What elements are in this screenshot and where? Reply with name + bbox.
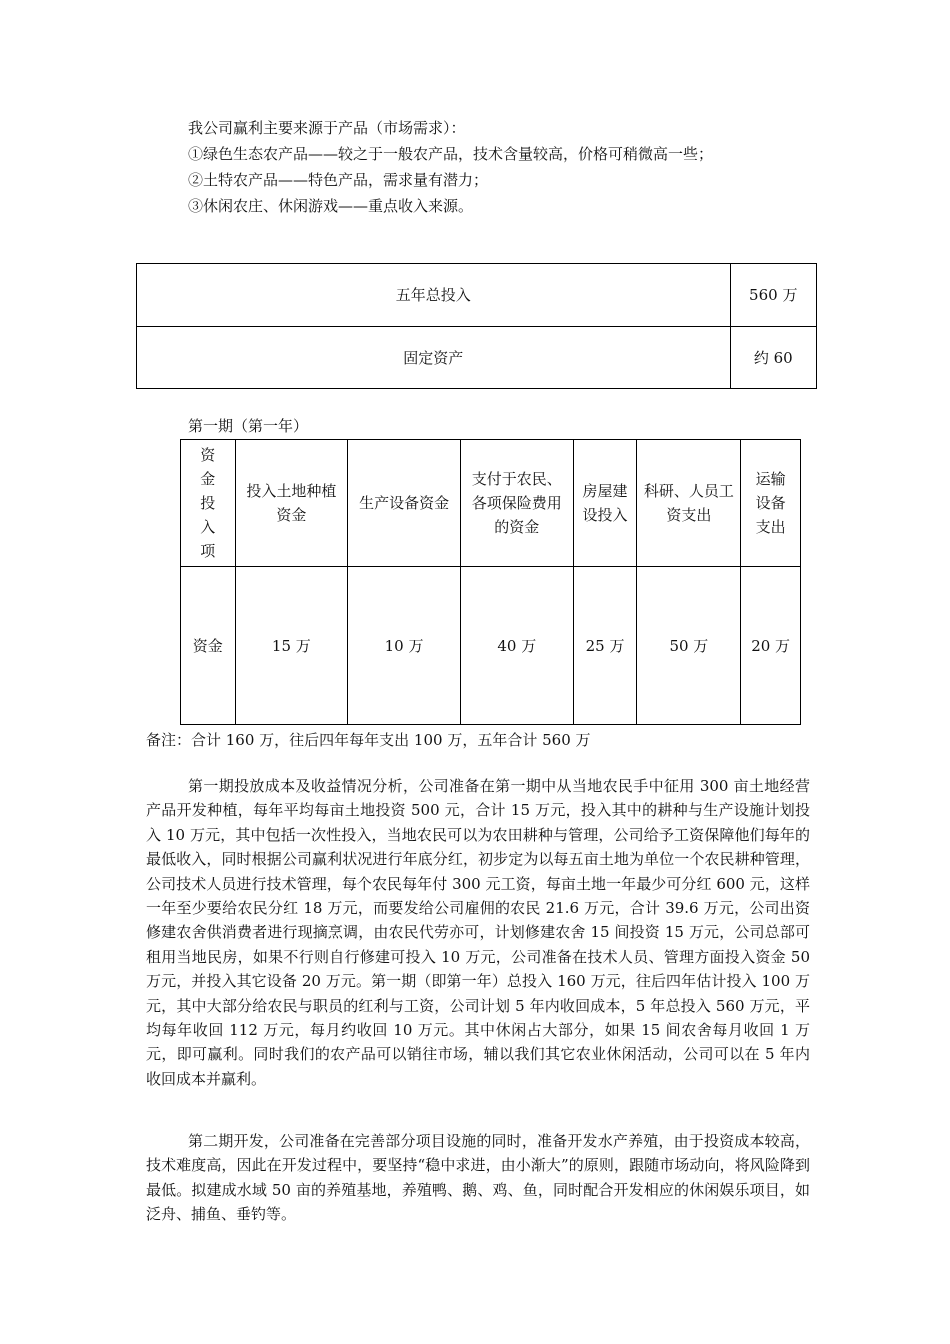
intro-item-2: ②土特农产品——特色产品，需求量有潜力； [188,171,489,189]
header-label-text: 资金投入项 [200,446,216,560]
value-cell: 50 万 [637,567,741,725]
row-label: 资金 [181,567,236,725]
paragraph-phase-one: 第一期投放成本及收益情况分析，公司准备在第一期中从当地农民手中征用 300 亩土地经营产品开发种植，每年平均每亩土地投资 500 元，合计 15 万元，投入其中的耕种与生产设施计划投入 10 万元，其中包括一次性投入，当地农民可以为农田耕种与管理，公司给予工资保障他们每年的最低收入，同时根据公司赢利状况进行年底分红，初步定为以每五亩土地为单位一个农民耕种管理，公司技术人员进行技术管理，每个农民每年付 300 元工资，每亩土地一年最少可分红 600 元，这样一年至少要给农民分红 18 万元，而要发给公司雇佣的农民 21.6 万元，合计 39.6 万元，公司出资修建农舍供消费者进行现摘烹调，由农民代劳亦可，计划修建农舍 15 间投资 15 万元，公司总部可租用当地民房，如果不行则自行修建可投入 10 万元，公司准备在技术人员、管理方面投入资金 50 万元，并投入其它设备 20 万元。第一期（即第一年）总投入 160 万元，往后四年估计投入 100 万元，其中大部分给农民与职员的红利与工资，公司计划 5 年内收回成本，5 年总投入 560 万元，平均每年收回 112 万元，每月约收回 10 万元。其中休闲占大部分，如果 15 间农舍每月收回 1 万元，即可赢利。同时我们的农产品可以销往市场，辅以我们其它农业休闲活动，公司可以在 5 年内收回成本并赢利。 [146,777,810,1088]
phase-table-value-row [181,567,801,725]
intro-item-3: ③休闲农庄、休闲游戏——重点收入来源。 [188,197,474,215]
value-cell: 25 万 [573,567,637,725]
column-header: 支付于农民、各项保险费用的资金 [460,440,573,567]
paragraph-phase-two: 第二期开发，公司准备在完善部分项目设施的同时，准备开发水产养殖，由于投资成本较高，技术难度高，因此在开发过程中，要坚持“稳中求进，由小渐大”的原则，跟随市场动向，将风险降到最低。拟建成水域 50 亩的养殖基地，养殖鸭、鹅、鸡、鱼，同时配合开发相应的休闲娱乐项目，如泛舟、捕鱼、垂钓等。 [146,1132,810,1224]
column-header: 投入土地种植资金 [235,440,348,567]
total-investment-label: 五年总投入 [137,264,731,327]
total-investment-value: 560 万 [730,264,817,327]
phase-table-header-row [181,440,801,567]
value-cell: 10 万 [348,567,461,725]
value-cell: 15 万 [235,567,348,725]
column-header: 房屋建设投入 [573,440,637,567]
phase-table [180,439,801,725]
value-cell: 20 万 [741,567,801,725]
value-cell: 40 万 [460,567,573,725]
intro-heading: 我公司赢利主要来源于产品（市场需求）： [188,119,466,137]
phase-table-caption: 第一期（第一年） [188,417,309,435]
column-header: 生产设备资金 [348,440,461,567]
table-note: 备注：合计 160 万，往后四年每年支出 100 万，五年合计 560 万 [146,731,591,749]
phase-table-header-label [181,440,236,567]
intro-item-1: ①绿色生态农产品——较之于一般农产品，技术含量较高，价格可稍微高一些； [188,145,714,163]
column-header: 科研、人员工资支出 [637,440,741,567]
column-header: 运输设备支出 [741,440,801,567]
fixed-assets-value: 约 60 [730,327,817,389]
summary-table [136,263,817,389]
fixed-assets-label: 固定资产 [137,327,731,389]
